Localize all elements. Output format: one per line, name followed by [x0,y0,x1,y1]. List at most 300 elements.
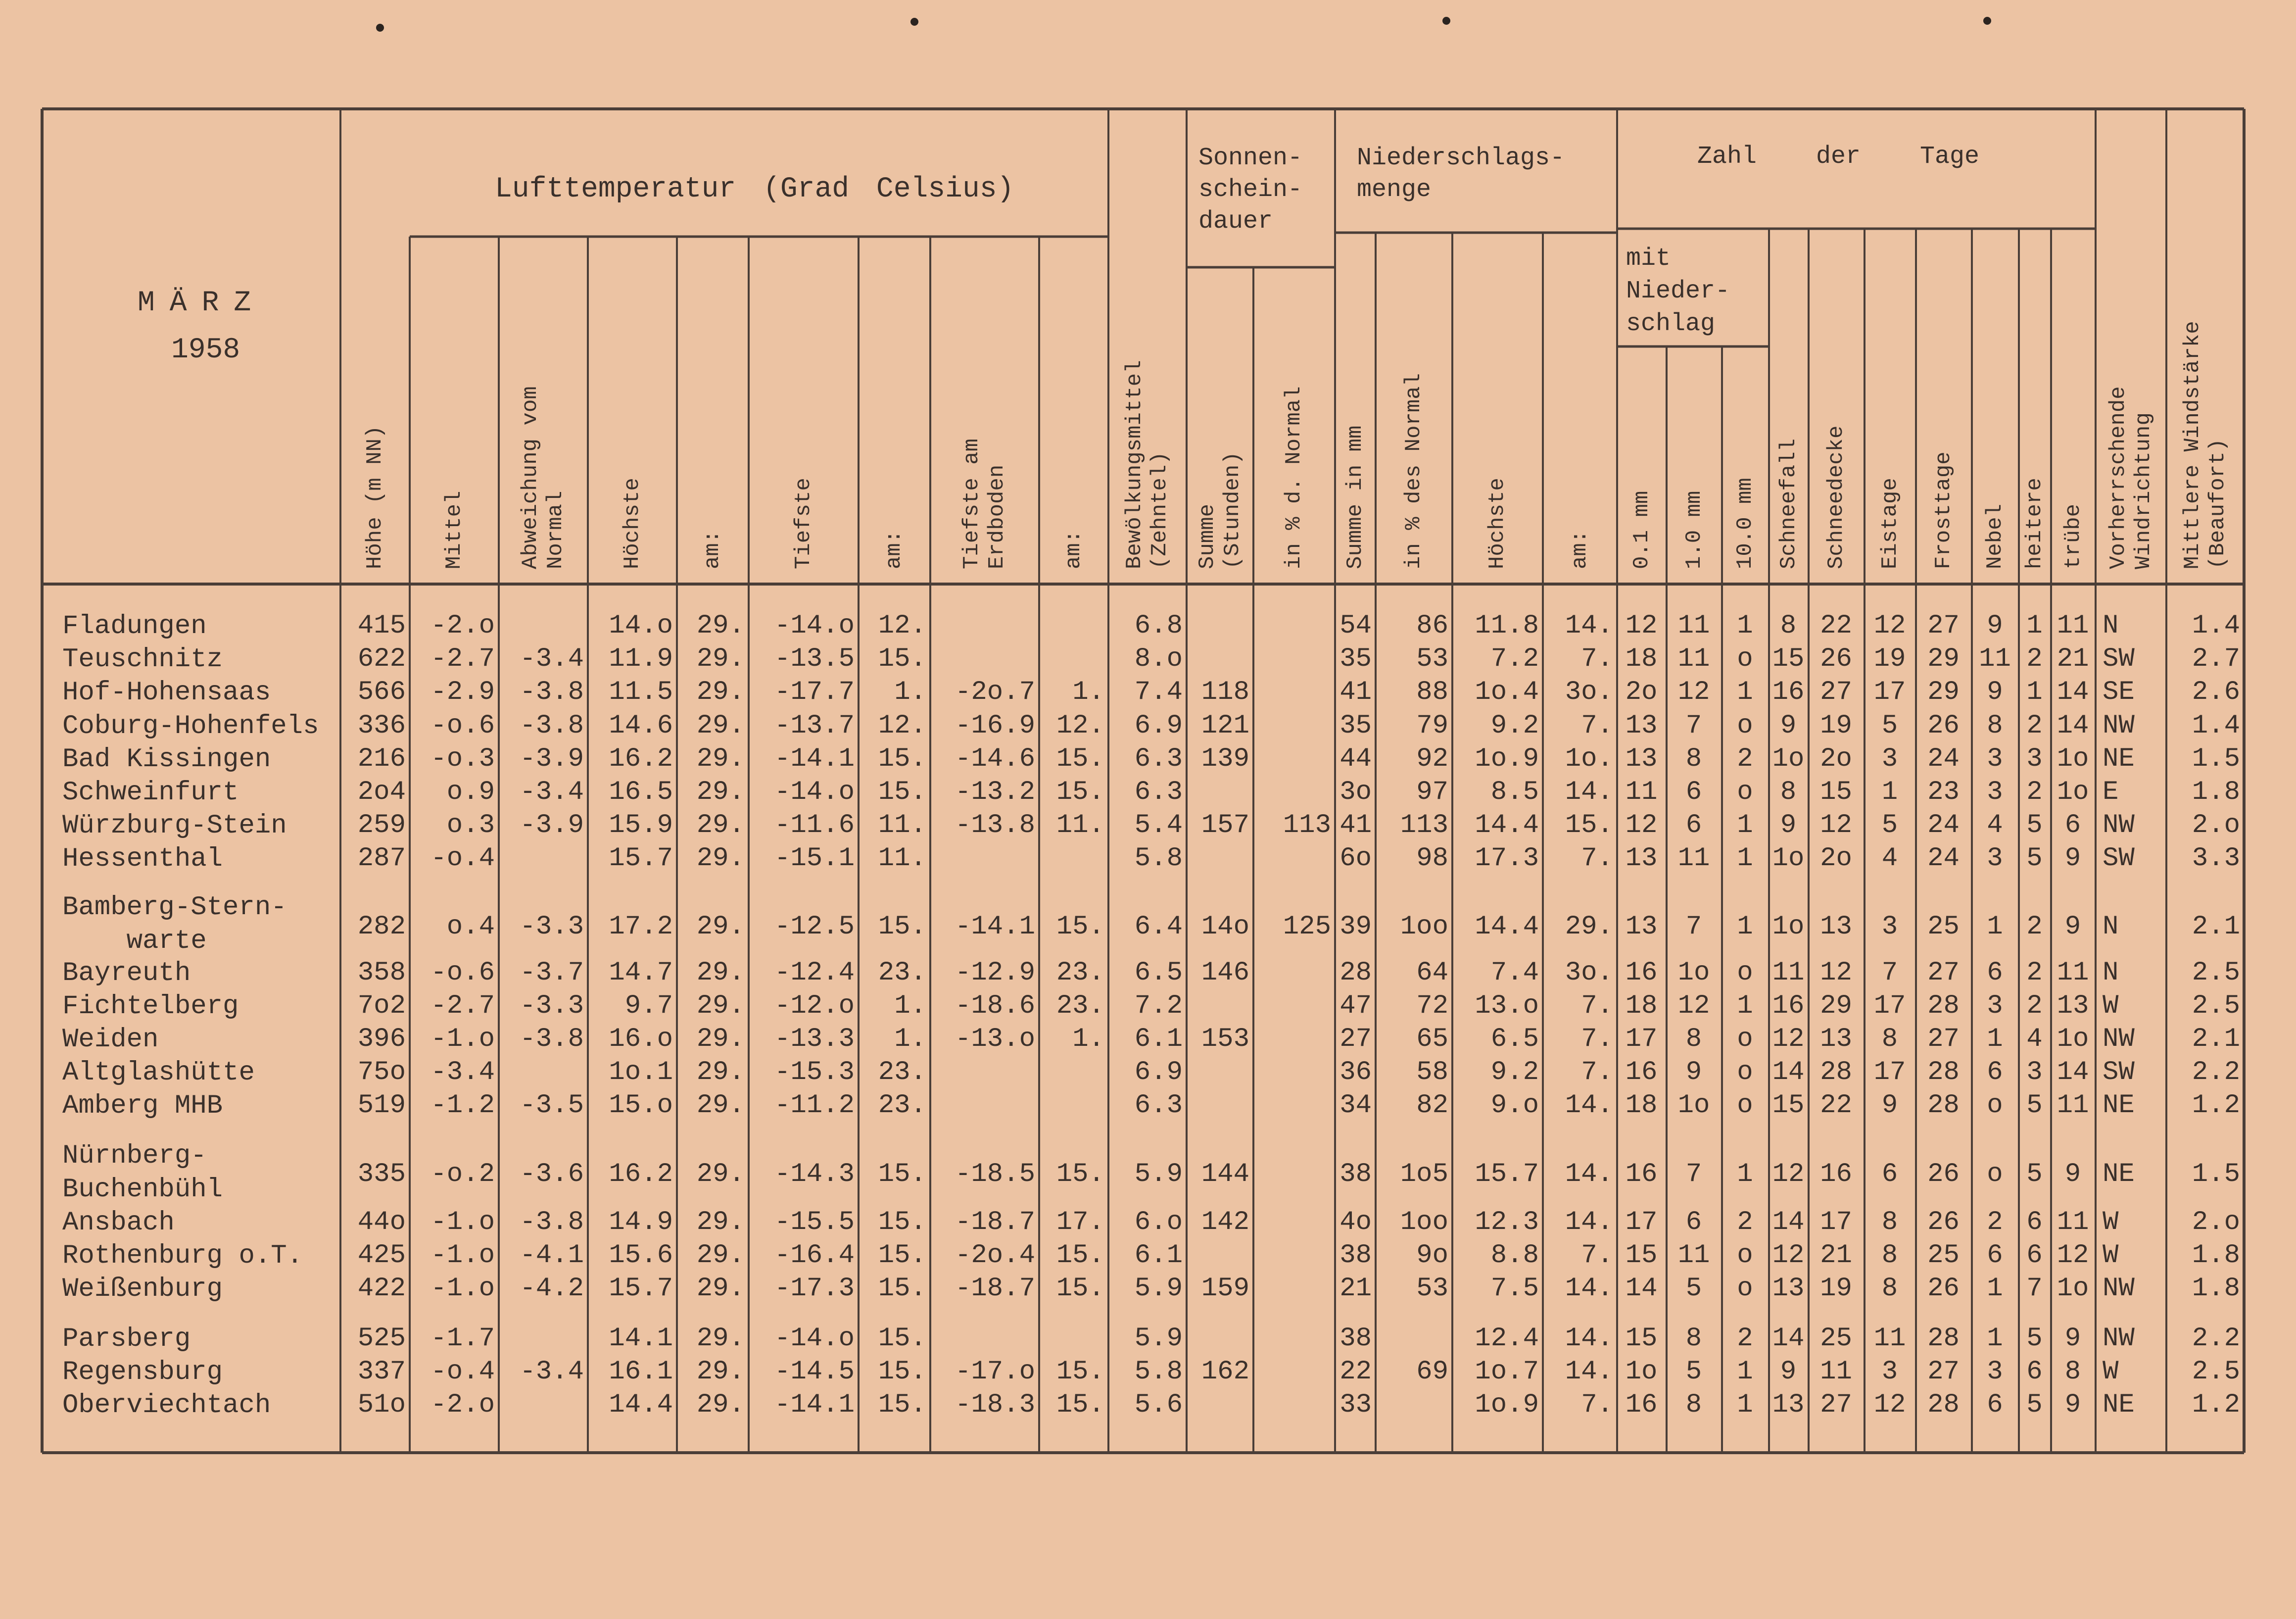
cell-mm01: 13 [1625,744,1658,774]
cell-am4: 7. [1581,1390,1613,1420]
cell-schneedecke: 12 [1820,958,1852,988]
cell-am4: 14. [1565,611,1613,641]
cell-hoehe: 519 [357,1090,406,1121]
cell-hoehe: 51o [357,1390,406,1420]
cell-abweichung [502,1056,584,1089]
cell-windstaerke: 1.4 [2192,611,2240,641]
cell-tiefste_erdboden: -12.9 [955,958,1035,988]
station-name: Amberg MHB [62,1091,223,1121]
cell-nebel: 3 [1987,991,2003,1021]
column-header-truebe: trübe [2060,503,2086,569]
cell-mm01: 1o [1625,1357,1658,1387]
station-name: Bamberg-Stern- warte [62,892,287,956]
cell-truebe: 1o [2057,1024,2089,1054]
cell-tiefste_erdboden: -18.5 [955,1159,1035,1189]
cell-tiefste_erdboden: -16.9 [955,711,1035,741]
cell-nied_prozent: 9o [1416,1240,1448,1271]
cell-mm100: 2 [1737,1207,1753,1237]
cell-sonne_summe [1190,990,1249,1023]
cell-sonne_prozent: 125 [1283,912,1331,942]
cell-abweichung [502,1323,584,1355]
cell-am3 [1042,1323,1104,1355]
cell-eistage: 17 [1873,991,1906,1021]
cell-am1: 29. [696,1207,745,1237]
cell-nebel: 3 [1987,744,2003,774]
cell-truebe: 11 [2057,1207,2089,1237]
cell-bewoelkung: 5.8 [1134,843,1183,874]
cell-windrichtung: N [2103,958,2119,988]
cell-nied_prozent: 53 [1416,644,1448,674]
cell-mittel: -o.6 [430,711,495,741]
cell-am4: 14. [1565,1159,1613,1189]
cell-schneedecke: 29 [1820,991,1852,1021]
cell-heitere: 2 [2026,711,2043,741]
cell-windrichtung: SW [2103,843,2135,874]
cell-bewoelkung: 5.9 [1134,1274,1183,1304]
month-label: MÄRZ [138,287,266,319]
cell-bewoelkung: 7.2 [1134,991,1183,1021]
station-name: Hof-Hohensaas [62,678,271,708]
cell-truebe: 9 [2064,912,2081,942]
cell-am1: 29. [696,958,745,988]
cell-nebel: 6 [1987,1390,2003,1420]
cell-bewoelkung: 6.9 [1134,711,1183,741]
cell-schneefall: 15 [1772,1090,1805,1121]
cell-windstaerke: 3.3 [2192,843,2240,874]
cell-windrichtung: NE [2103,1090,2135,1121]
cell-am3: 17. [1056,1207,1104,1237]
cell-am1: 29. [696,991,745,1021]
cell-eistage: 11 [1873,1324,1906,1354]
cell-heitere: 4 [2026,1024,2043,1054]
cell-am3: 1. [1072,1024,1104,1054]
cell-nied_prozent: 64 [1416,958,1448,988]
cell-mittel: -2.o [430,611,495,641]
cell-tiefste: -17.3 [774,1274,855,1304]
cell-sonne_prozent [1256,1089,1331,1122]
cell-bewoelkung: 6.9 [1134,1057,1183,1087]
cell-abweichung: -3.9 [520,744,584,774]
cell-sonne_prozent [1256,743,1331,776]
cell-am2: 15. [878,777,926,807]
cell-eistage: 9 [1881,1090,1898,1121]
cell-hoechste: 15.9 [609,810,673,840]
cell-bewoelkung: 6.o [1134,1207,1183,1237]
cell-heitere: 2 [2026,644,2043,674]
cell-am3: 15. [1056,1390,1104,1420]
cell-mm10: 6 [1685,1207,1702,1237]
cell-abweichung: -3.7 [520,958,584,988]
cell-heitere: 2 [2026,777,2043,807]
cell-am4: 14. [1565,777,1613,807]
cell-abweichung: -3.8 [520,677,584,707]
cell-schneedecke: 25 [1820,1324,1852,1354]
column-header-bewoelkung: Bewölkungsmittel (Zehntel) [1122,360,1172,569]
cell-nied_hoechste: 13.o [1475,991,1539,1021]
cell-eistage: 1 [1881,777,1898,807]
cell-mm01: 17 [1625,1207,1658,1237]
cell-frosttage: 28 [1927,1324,1960,1354]
cell-schneedecke: 26 [1820,644,1852,674]
cell-frosttage: 28 [1927,1057,1960,1087]
cell-am1: 29. [696,1024,745,1054]
cell-tiefste: -13.5 [774,644,855,674]
cell-mm10: 12 [1677,677,1710,707]
station-name: Bayreuth [62,958,191,988]
cell-nied_prozent: 1oo [1400,1207,1448,1237]
cell-hoehe: 216 [357,744,406,774]
column-header-windstaerke: Mittlere Windstärke (Beaufort) [2180,321,2230,569]
cell-hoechste: 11.9 [609,644,673,674]
cell-nebel: 6 [1987,958,2003,988]
cell-nied_hoechste: 8.8 [1490,1240,1539,1271]
cell-tiefste_erdboden: -17.o [955,1357,1035,1387]
cell-schneedecke: 27 [1820,1390,1852,1420]
station-name: Würzburg-Stein [62,811,287,841]
cell-mm10: 11 [1677,611,1710,641]
cell-tiefste: -12.4 [774,958,855,988]
cell-nied_prozent: 88 [1416,677,1448,707]
cell-windrichtung: NW [2103,1324,2135,1354]
cell-am4: 29. [1565,912,1613,942]
column-header-hoechste: Höchste [620,478,645,569]
cell-hoehe: 282 [357,912,406,942]
cell-mm01: 18 [1625,644,1658,674]
cell-bewoelkung: 5.9 [1134,1324,1183,1354]
cell-am1: 29. [696,1240,745,1271]
cell-schneefall: 14 [1772,1057,1805,1087]
cell-truebe: 11 [2057,958,2089,988]
cell-am1: 29. [696,777,745,807]
cell-abweichung: -3.8 [520,1024,584,1054]
cell-eistage: 3 [1881,912,1898,942]
cell-sonne_prozent [1256,1239,1331,1272]
cell-am1: 29. [696,1159,745,1189]
cell-frosttage: 27 [1927,1357,1960,1387]
cell-tiefste: -15.5 [774,1207,855,1237]
cell-abweichung: -3.3 [520,991,584,1021]
cell-am4: 1o. [1565,744,1613,774]
column-header-nied_hoechste: Höchste [1485,478,1510,569]
column-header-heitere: heitere [2022,478,2048,569]
cell-windrichtung: NW [2103,1274,2135,1304]
cell-mm01: 16 [1625,1390,1658,1420]
cell-frosttage: 29 [1927,644,1960,674]
cell-heitere: 5 [2026,1324,2043,1354]
cell-nied_summe: 35 [1339,711,1372,741]
cell-hoechste: 15.o [609,1090,673,1121]
cell-nied_hoechste: 12.3 [1475,1207,1539,1237]
cell-mm01: 13 [1625,912,1658,942]
cell-am4: 7. [1581,991,1613,1021]
cell-am2: 11. [878,843,926,874]
cell-mittel: -o.4 [430,843,495,874]
cell-truebe: 14 [2057,711,2089,741]
cell-tiefste: -14.5 [774,1357,855,1387]
cell-windstaerke: 1.8 [2192,1274,2240,1304]
cell-mm100: 1 [1737,677,1753,707]
cell-tiefste: -12.o [774,991,855,1021]
cell-nied_prozent: 79 [1416,711,1448,741]
cell-bewoelkung: 6.8 [1134,611,1183,641]
cell-hoechste: 17.2 [609,912,673,942]
column-header-schneefall: Schneefall [1776,438,1801,569]
cell-hoechste: 14.1 [609,1324,673,1354]
cell-hoehe: 2o4 [357,777,406,807]
cell-mm01: 12 [1625,611,1658,641]
cell-sonne_prozent [1256,1356,1331,1388]
cell-sonne_summe: 139 [1201,744,1249,774]
cell-mm100: o [1737,958,1753,988]
cell-truebe: 9 [2064,1159,2081,1189]
cell-eistage: 17 [1873,677,1906,707]
cell-windstaerke: 2.7 [2192,644,2240,674]
cell-nied_hoechste: 9.2 [1490,1057,1539,1087]
cell-tiefste: -14.o [774,777,855,807]
cell-nied_summe: 44 [1339,744,1372,774]
cell-tiefste: -14.1 [774,744,855,774]
cell-windrichtung: NE [2103,1159,2135,1189]
cell-am1: 29. [696,843,745,874]
cell-nebel: 1 [1987,912,2003,942]
cell-tiefste_erdboden: -18.3 [955,1390,1035,1420]
column-header-am4: am: [1567,530,1592,569]
cell-sonne_summe [1190,1056,1249,1089]
cell-bewoelkung: 6.1 [1134,1240,1183,1271]
cell-abweichung [502,610,584,642]
cell-am1: 29. [696,1057,745,1087]
cell-frosttage: 27 [1927,958,1960,988]
cell-windstaerke: 2.2 [2192,1057,2240,1087]
cell-tiefste_erdboden: -2o.4 [955,1240,1035,1271]
cell-schneefall: 13 [1772,1390,1805,1420]
cell-nebel: 6 [1987,1240,2003,1271]
cell-am3: 23. [1056,958,1104,988]
cell-mm100: 1 [1737,1357,1753,1387]
cell-heitere: 2 [2026,912,2043,942]
cell-sonne_summe [1190,610,1249,642]
column-header-nied_prozent: in % des Normal [1401,373,1427,569]
cell-am3 [1042,1089,1104,1122]
column-header-mittel: Mittel [441,491,467,569]
cell-windstaerke: 2.2 [2192,1324,2240,1354]
cell-eistage: 8 [1881,1024,1898,1054]
cell-nied_prozent: 72 [1416,991,1448,1021]
cell-hoechste: 16.2 [609,1159,673,1189]
cell-hoechste: 14.7 [609,958,673,988]
cell-mm100: o [1737,1274,1753,1304]
cell-nied_summe: 34 [1339,1090,1372,1121]
cell-schneefall: 8 [1780,777,1797,807]
cell-mm01: 18 [1625,1090,1658,1121]
cell-abweichung: -3.9 [520,810,584,840]
cell-hoechste: 16.o [609,1024,673,1054]
cell-mm10: 11 [1677,843,1710,874]
cell-frosttage: 23 [1927,777,1960,807]
cell-mm01: 18 [1625,991,1658,1021]
cell-mm100: 1 [1737,843,1753,874]
cell-tiefste: -15.3 [774,1057,855,1087]
cell-mm01: 13 [1625,843,1658,874]
cell-nebel: 3 [1987,1357,2003,1387]
cell-nied_summe: 28 [1339,958,1372,988]
cell-schneefall: 12 [1772,1159,1805,1189]
cell-heitere: 5 [2026,843,2043,874]
cell-schneedecke: 2o [1820,744,1852,774]
cell-nied_hoechste: 1o.9 [1475,744,1539,774]
cell-hoehe: 525 [357,1324,406,1354]
cell-tiefste_erdboden: -13.8 [955,810,1035,840]
cell-mittel: -o.6 [430,958,495,988]
cell-hoehe: 75o [357,1057,406,1087]
cell-windrichtung: NW [2103,711,2135,741]
cell-tiefste: -11.2 [774,1090,855,1121]
cell-schneefall: 11 [1772,958,1805,988]
cell-mm01: 12 [1625,810,1658,840]
cell-windrichtung: W [2103,1207,2119,1237]
cell-mittel: -o.4 [430,1357,495,1387]
cell-nied_hoechste: 14.4 [1475,912,1539,942]
cell-truebe: 9 [2064,1390,2081,1420]
cell-mm01: 15 [1625,1324,1658,1354]
cell-windstaerke: 1.8 [2192,1240,2240,1271]
cell-mm10: 1o [1677,1090,1710,1121]
year-label: 1958 [171,334,240,366]
station-name: Coburg-Hohenfels [62,711,319,741]
cell-nied_hoechste: 7.2 [1490,644,1539,674]
cell-tiefste: -15.1 [774,843,855,874]
cell-mittel: -o.2 [430,1159,495,1189]
cell-windstaerke: 1.2 [2192,1390,2240,1420]
station-name: Bad Kissingen [62,744,271,775]
cell-nied_prozent [1379,1323,1448,1355]
cell-mm10: 5 [1685,1357,1702,1387]
cell-mittel: -1.o [430,1024,495,1054]
cell-am3: 15. [1056,777,1104,807]
cell-bewoelkung: 6.1 [1134,1024,1183,1054]
cell-truebe: 9 [2064,843,2081,874]
cell-windrichtung: NW [2103,810,2135,840]
column-header-tiefste: Tiefste [791,478,816,569]
cell-nied_prozent: 92 [1416,744,1448,774]
cell-tiefste: -14.3 [774,1159,855,1189]
cell-nebel: 2 [1987,1207,2003,1237]
cell-sonne_summe: 153 [1201,1024,1249,1054]
cell-mm01: 16 [1625,958,1658,988]
cell-mm10: 6 [1685,810,1702,840]
cell-am4: 14. [1565,1357,1613,1387]
cell-nebel: 3 [1987,777,2003,807]
cell-tiefste: -14.o [774,1324,855,1354]
cell-abweichung: -3.3 [520,912,584,942]
cell-nied_prozent: 97 [1416,777,1448,807]
cell-nied_summe: 47 [1339,991,1372,1021]
cell-schneedecke: 2o [1820,843,1852,874]
cell-schneedecke: 11 [1820,1357,1852,1387]
cell-nied_summe: 38 [1339,1324,1372,1354]
cell-mm10: 12 [1677,991,1710,1021]
cell-truebe: 12 [2057,1240,2089,1271]
cell-hoechste: 15.7 [609,843,673,874]
cell-am1: 29. [696,644,745,674]
cell-sonne_prozent [1256,1206,1331,1239]
cell-hoehe: 287 [357,843,406,874]
cell-schneefall: 16 [1772,677,1805,707]
cell-nied_hoechste: 1o.9 [1475,1390,1539,1420]
cell-nied_summe: 54 [1339,611,1372,641]
cell-tiefste: -11.6 [774,810,855,840]
cell-am2: 1. [894,991,926,1021]
cell-tiefste_erdboden [933,610,1035,642]
cell-tiefste_erdboden [933,1056,1035,1089]
cell-mittel: -1.o [430,1274,495,1304]
cell-frosttage: 24 [1927,810,1960,840]
cell-hoehe: 425 [357,1240,406,1271]
cell-sonne_prozent [1256,610,1331,642]
cell-schneedecke: 19 [1820,1274,1852,1304]
cell-am2: 15. [878,744,926,774]
cell-mm01: 17 [1625,1024,1658,1054]
cell-am2: 15. [878,1357,926,1387]
cell-truebe: 14 [2057,1057,2089,1087]
cell-windrichtung: NE [2103,744,2135,774]
cell-hoehe: 396 [357,1024,406,1054]
column-header-hoehe: Höhe (m NN) [362,425,387,569]
cell-schneefall: 16 [1772,991,1805,1021]
cell-mm10: 5 [1685,1274,1702,1304]
cell-schneedecke: 27 [1820,677,1852,707]
cell-eistage: 3 [1881,1357,1898,1387]
cell-windrichtung: NW [2103,1024,2135,1054]
cell-am3: 15. [1056,1357,1104,1387]
cell-heitere: 5 [2026,1390,2043,1420]
cell-hoehe: 415 [357,611,406,641]
cell-mittel: -1.o [430,1207,495,1237]
cell-nied_hoechste: 1o.7 [1475,1357,1539,1387]
cell-am2: 1. [894,1024,926,1054]
cell-heitere: 5 [2026,1090,2043,1121]
cell-truebe: 11 [2057,611,2089,641]
cell-nebel: 4 [1987,810,2003,840]
cell-tiefste_erdboden: -18.7 [955,1274,1035,1304]
cell-am1: 29. [696,611,745,641]
cell-nied_prozent [1379,1389,1448,1422]
cell-abweichung [502,1389,584,1422]
cell-sonne_prozent [1256,1389,1331,1422]
cell-abweichung: -3.4 [520,1357,584,1387]
cell-heitere: 1 [2026,677,2043,707]
column-header-windrichtung: Vorherrschende Windrichtung [2105,386,2156,569]
cell-am4: 7. [1581,843,1613,874]
station-name: Regensburg [62,1357,223,1387]
cell-sonne_prozent [1256,1056,1331,1089]
station-name: Parsberg [62,1324,191,1354]
cell-sonne_prozent [1256,1158,1331,1191]
cell-nied_prozent: 58 [1416,1057,1448,1087]
cell-schneefall: 14 [1772,1207,1805,1237]
cell-eistage: 17 [1873,1057,1906,1087]
cell-abweichung: -3.8 [520,711,584,741]
cell-hoechste: 11.5 [609,677,673,707]
cell-nebel: 1 [1987,1274,2003,1304]
cell-frosttage: 26 [1927,711,1960,741]
cell-frosttage: 24 [1927,744,1960,774]
cell-heitere: 5 [2026,1159,2043,1189]
cell-bewoelkung: 5.4 [1134,810,1183,840]
cell-am3: 1. [1072,677,1104,707]
station-name: Schweinfurt [62,778,239,808]
cell-hoechste: 15.7 [609,1274,673,1304]
